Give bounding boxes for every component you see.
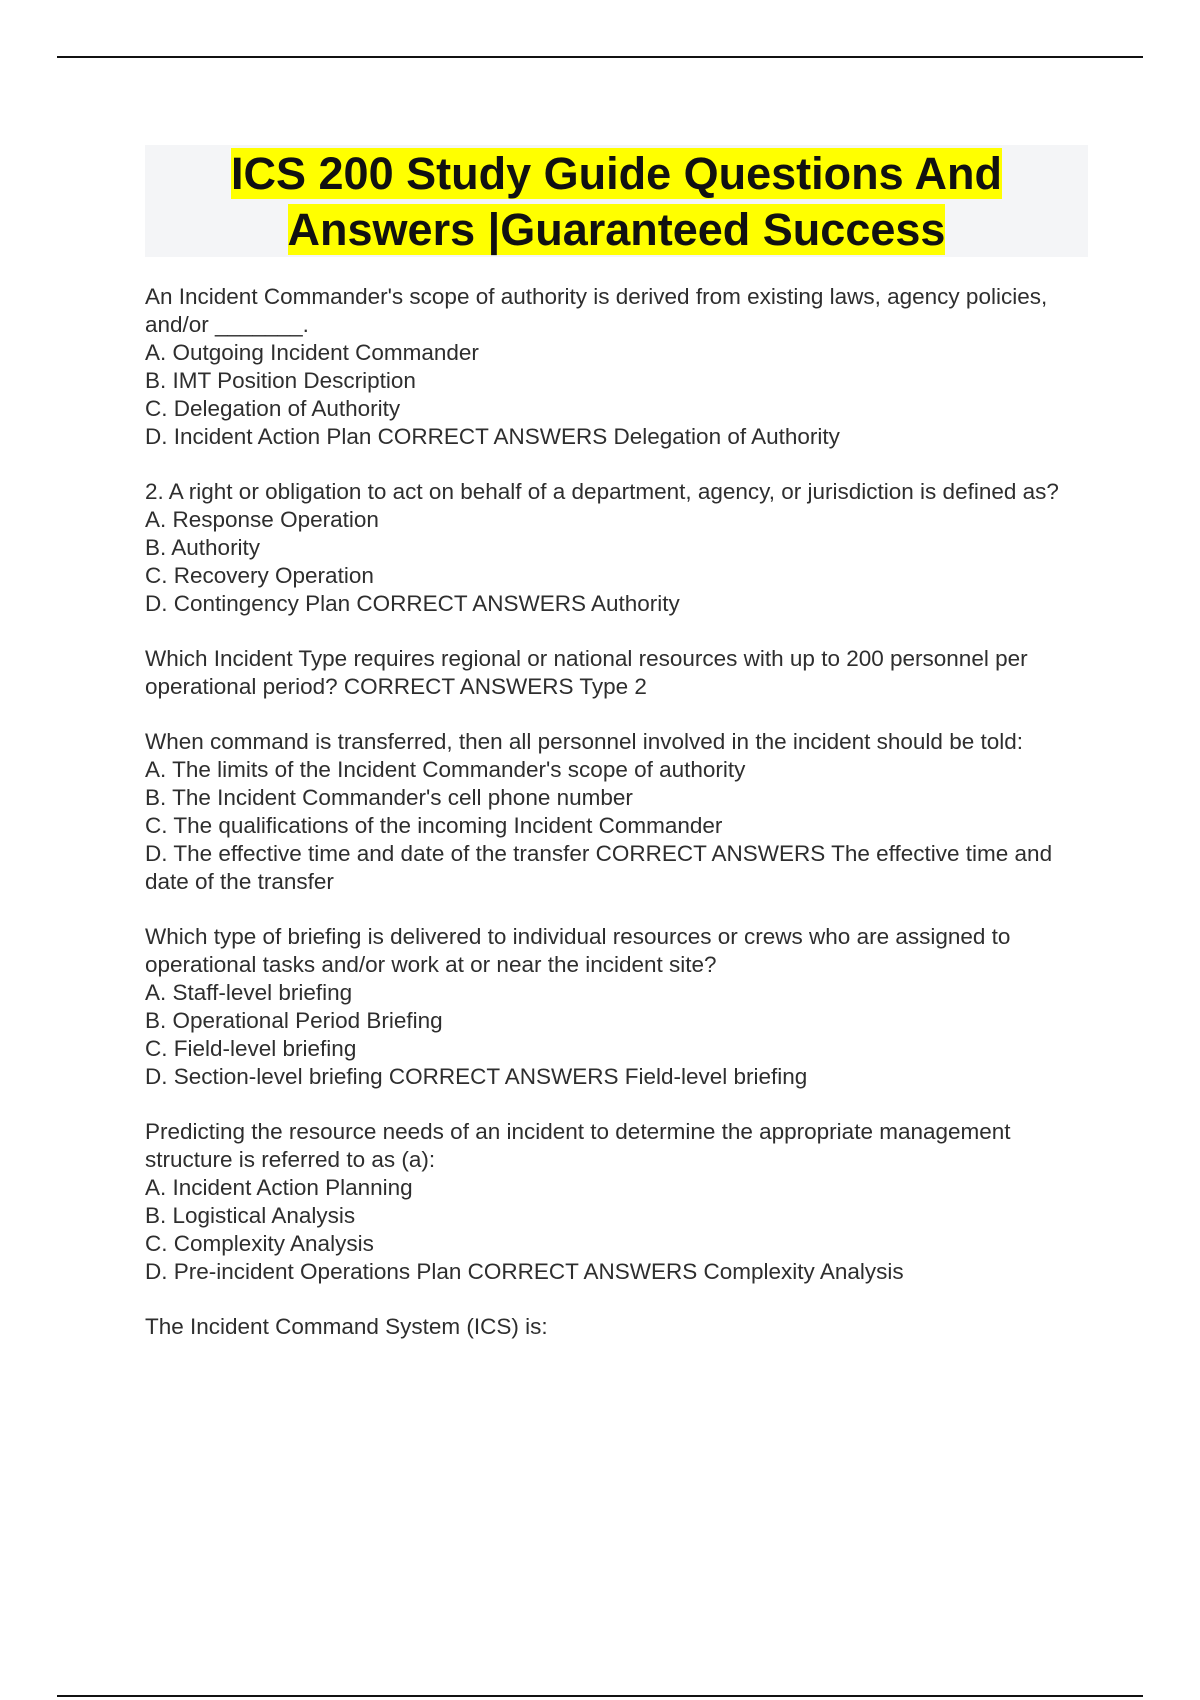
answer-option: B. Authority (145, 535, 261, 560)
answer-option: D. Section-level briefing CORRECT ANSWERS Field-level briefing (145, 1064, 808, 1089)
question-text: Which Incident Type requires regional or national resources with up to 200 personnel per operational period? CORRECT ANSWERS Type 2 (145, 646, 1028, 699)
answer-option: A. Staff-level briefing (145, 980, 353, 1005)
document-title (145, 145, 1088, 258)
answer-option: B. Logistical Analysis (145, 1203, 356, 1228)
question-list (145, 283, 1095, 1368)
answer-option: C. Field-level briefing (145, 1036, 357, 1061)
question-text: When command is transferred, then all personnel involved in the incident should be told: (145, 729, 1024, 754)
question-block-6 (145, 1118, 1095, 1286)
question-text: An Incident Commander's scope of authority is derived from existing laws, agency policies, and/or _______. (145, 284, 1048, 337)
question-text: Which type of briefing is delivered to individual resources or crews who are assigned to operational tasks and/or work at or near the incident site? (145, 924, 1011, 977)
title-line-2: Answers |Guaranteed Success (287, 204, 946, 255)
question-block-5 (145, 923, 1095, 1091)
answer-option: D. Contingency Plan CORRECT ANSWERS Authority (145, 591, 680, 616)
answer-option: A. Incident Action Planning (145, 1175, 413, 1200)
title-banner (145, 145, 1088, 257)
answer-option: A. The limits of the Incident Commander's scope of authority (145, 757, 746, 782)
question-block-7 (145, 1313, 1095, 1341)
answer-option: D. Pre-incident Operations Plan CORRECT ANSWERS Complexity Analysis (145, 1259, 904, 1284)
answer-option: B. IMT Position Description (145, 368, 416, 393)
answer-option: C. Complexity Analysis (145, 1231, 374, 1256)
question-text: 2. A right or obligation to act on behalf of a department, agency, or jurisdiction is defined as? (145, 479, 1059, 504)
answer-option: C. Recovery Operation (145, 563, 374, 588)
title-line-1: ICS 200 Study Guide Questions And (231, 148, 1002, 199)
question-block-3 (145, 645, 1095, 701)
answer-option: C. The qualifications of the incoming Incident Commander (145, 813, 723, 838)
question-text: The Incident Command System (ICS) is: (145, 1314, 548, 1339)
top-rule (57, 56, 1143, 58)
answer-option: D. Incident Action Plan CORRECT ANSWERS Delegation of Authority (145, 424, 840, 449)
answer-option: B. Operational Period Briefing (145, 1008, 443, 1033)
answer-option: C. Delegation of Authority (145, 396, 401, 421)
bottom-rule (57, 1695, 1143, 1697)
answer-option: A. Response Operation (145, 507, 379, 532)
answer-option: D. The effective time and date of the transfer CORRECT ANSWERS The effective time and date of the transfer (145, 841, 1053, 894)
question-block-1 (145, 283, 1095, 451)
question-text: Predicting the resource needs of an incident to determine the appropriate management structure is referred to as (a): (145, 1119, 1011, 1172)
answer-option: A. Outgoing Incident Commander (145, 340, 479, 365)
question-block-2 (145, 478, 1095, 618)
answer-option: B. The Incident Commander's cell phone number (145, 785, 633, 810)
question-block-4 (145, 728, 1095, 896)
